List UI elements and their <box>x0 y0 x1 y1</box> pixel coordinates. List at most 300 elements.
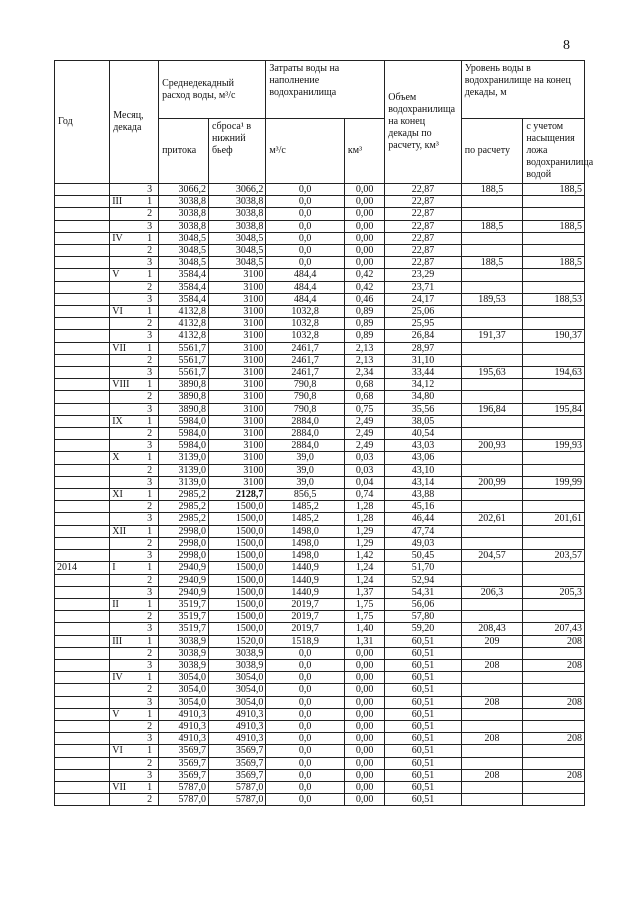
cell-volume: 59,20 <box>385 623 461 635</box>
col-header-avg-flow: Среднедекадный расход воды, м³/с <box>159 61 266 119</box>
cell-level-sat <box>523 708 585 720</box>
cell-discharge: 3100 <box>208 367 265 379</box>
cell-fill-m3s: 1032,8 <box>266 330 345 342</box>
cell-decade: 1 <box>147 745 153 757</box>
cell-volume: 38,05 <box>385 415 461 427</box>
cell-volume: 28,97 <box>385 342 461 354</box>
cell-year <box>55 586 110 598</box>
cell-fill-m3s: 2884,0 <box>266 428 345 440</box>
cell-discharge: 3038,8 <box>208 208 265 220</box>
cell-level-calc <box>461 379 523 391</box>
cell-fill-km3: 2,13 <box>344 342 384 354</box>
table-row <box>55 708 585 720</box>
cell-decade: 1 <box>147 452 153 464</box>
cell-year <box>55 574 110 586</box>
cell-fill-m3s: 790,8 <box>266 403 345 415</box>
cell-inflow: 3519,7 <box>159 623 209 635</box>
cell-decade: 2 <box>147 208 153 220</box>
cell-fill-km3: 1,40 <box>344 623 384 635</box>
cell-level-calc <box>461 281 523 293</box>
cell-level-sat <box>523 684 585 696</box>
cell-volume: 35,56 <box>385 403 461 415</box>
cell-year <box>55 489 110 501</box>
cell-fill-m3s: 2884,0 <box>266 440 345 452</box>
cell-year <box>55 415 110 427</box>
cell-discharge: 3100 <box>208 330 265 342</box>
cell-level-sat: 188,5 <box>523 220 585 232</box>
cell-level-calc <box>461 757 523 769</box>
cell-discharge: 3100 <box>208 452 265 464</box>
cell-fill-km3: 0,00 <box>344 781 384 793</box>
cell-level-sat: 208 <box>523 696 585 708</box>
cell-level-calc <box>461 525 523 537</box>
cell-month-decade <box>110 318 159 330</box>
table-row <box>55 269 585 281</box>
cell-fill-m3s: 0,0 <box>266 672 345 684</box>
cell-year <box>55 354 110 366</box>
cell-year <box>55 232 110 244</box>
cell-year <box>55 184 110 196</box>
cell-month: XII <box>112 525 127 537</box>
cell-level-sat: 208 <box>523 635 585 647</box>
cell-inflow: 3569,7 <box>159 745 209 757</box>
cell-fill-km3: 1,31 <box>344 635 384 647</box>
cell-month-decade <box>110 220 159 232</box>
cell-level-calc: 188,5 <box>461 257 523 269</box>
cell-level-sat <box>523 415 585 427</box>
cell-year <box>55 464 110 476</box>
cell-volume: 60,51 <box>385 684 461 696</box>
table-row <box>55 489 585 501</box>
cell-year <box>55 525 110 537</box>
table-row <box>55 574 585 586</box>
cell-fill-km3: 0,00 <box>344 257 384 269</box>
cell-inflow: 4132,8 <box>159 306 209 318</box>
cell-month-decade <box>110 733 159 745</box>
cell-month-decade <box>110 440 159 452</box>
cell-volume: 49,03 <box>385 537 461 549</box>
cell-year <box>55 672 110 684</box>
cell-level-calc <box>461 232 523 244</box>
cell-month: IV <box>112 232 123 244</box>
table-row <box>55 281 585 293</box>
table-row <box>55 379 585 391</box>
cell-inflow: 3038,9 <box>159 647 209 659</box>
cell-fill-km3: 1,24 <box>344 562 384 574</box>
cell-discharge: 3038,9 <box>208 659 265 671</box>
cell-decade: 2 <box>147 647 153 659</box>
cell-volume: 33,44 <box>385 367 461 379</box>
cell-level-sat: 201,61 <box>523 513 585 525</box>
col-header-inflow: притока <box>159 119 209 184</box>
cell-month-decade <box>110 428 159 440</box>
cell-fill-km3: 0,00 <box>344 684 384 696</box>
cell-decade: 2 <box>147 354 153 366</box>
cell-year <box>55 611 110 623</box>
cell-month-decade <box>110 379 159 391</box>
cell-fill-m3s: 790,8 <box>266 391 345 403</box>
cell-discharge: 3054,0 <box>208 672 265 684</box>
cell-month-decade <box>110 513 159 525</box>
cell-discharge: 2128,7 <box>208 489 265 501</box>
cell-fill-km3: 1,29 <box>344 525 384 537</box>
cell-level-sat <box>523 757 585 769</box>
cell-year <box>55 269 110 281</box>
cell-discharge: 1520,0 <box>208 635 265 647</box>
cell-year <box>55 550 110 562</box>
cell-inflow: 5787,0 <box>159 781 209 793</box>
cell-inflow: 3038,9 <box>159 635 209 647</box>
cell-fill-km3: 0,00 <box>344 220 384 232</box>
cell-decade: 3 <box>147 733 153 745</box>
cell-year <box>55 647 110 659</box>
cell-inflow: 3038,9 <box>159 659 209 671</box>
cell-fill-km3: 0,00 <box>344 733 384 745</box>
cell-inflow: 3048,5 <box>159 232 209 244</box>
cell-fill-m3s: 0,0 <box>266 184 345 196</box>
cell-fill-km3: 1,28 <box>344 501 384 513</box>
cell-month: III <box>112 196 123 208</box>
cell-level-sat: 188,5 <box>523 184 585 196</box>
cell-fill-m3s: 39,0 <box>266 476 345 488</box>
cell-fill-m3s: 1440,9 <box>266 574 345 586</box>
cell-level-calc <box>461 489 523 501</box>
table-row <box>55 330 585 342</box>
cell-discharge: 3100 <box>208 342 265 354</box>
cell-discharge: 1500,0 <box>208 525 265 537</box>
cell-month-decade <box>110 525 159 537</box>
cell-discharge: 3100 <box>208 391 265 403</box>
table-row <box>55 672 585 684</box>
cell-discharge: 3569,7 <box>208 745 265 757</box>
cell-inflow: 3890,8 <box>159 391 209 403</box>
cell-month: III <box>112 635 123 647</box>
cell-inflow: 2940,9 <box>159 586 209 598</box>
cell-month-decade <box>110 232 159 244</box>
cell-discharge: 3100 <box>208 476 265 488</box>
cell-year <box>55 306 110 318</box>
cell-level-sat <box>523 318 585 330</box>
cell-volume: 22,87 <box>385 232 461 244</box>
cell-month-decade <box>110 672 159 684</box>
cell-fill-m3s: 0,0 <box>266 208 345 220</box>
cell-volume: 54,31 <box>385 586 461 598</box>
cell-decade: 3 <box>147 184 153 195</box>
cell-year <box>55 708 110 720</box>
cell-volume: 60,51 <box>385 769 461 781</box>
cell-level-calc <box>461 391 523 403</box>
col-header-level: Уровень воды в водохранилище на конец декады, м <box>461 61 584 119</box>
cell-year <box>55 659 110 671</box>
cell-year <box>55 720 110 732</box>
cell-level-calc: 200,99 <box>461 476 523 488</box>
table-row <box>55 525 585 537</box>
table-row <box>55 440 585 452</box>
cell-level-calc <box>461 708 523 720</box>
cell-month-decade <box>110 452 159 464</box>
cell-month: VI <box>112 745 123 757</box>
cell-level-calc <box>461 464 523 476</box>
cell-decade: 1 <box>147 672 153 684</box>
cell-volume: 47,74 <box>385 525 461 537</box>
cell-inflow: 3569,7 <box>159 757 209 769</box>
cell-fill-m3s: 0,0 <box>266 745 345 757</box>
cell-fill-km3: 1,75 <box>344 611 384 623</box>
cell-month-decade <box>110 391 159 403</box>
cell-fill-m3s: 0,0 <box>266 794 345 806</box>
cell-year <box>55 428 110 440</box>
cell-inflow: 4910,3 <box>159 733 209 745</box>
cell-fill-m3s: 39,0 <box>266 452 345 464</box>
table-row <box>55 769 585 781</box>
cell-inflow: 2998,0 <box>159 550 209 562</box>
table-row <box>55 794 585 806</box>
cell-level-calc <box>461 318 523 330</box>
cell-decade: 1 <box>147 379 153 391</box>
cell-volume: 43,10 <box>385 464 461 476</box>
cell-volume: 46,44 <box>385 513 461 525</box>
cell-decade: 2 <box>147 611 153 623</box>
cell-inflow: 5561,7 <box>159 342 209 354</box>
cell-volume: 60,51 <box>385 794 461 806</box>
table-row <box>55 598 585 610</box>
col-header-level-saturation: с учетом насыщения ложа водохранилища водой <box>523 119 585 184</box>
cell-month-decade <box>110 184 159 196</box>
cell-month: VI <box>112 306 123 318</box>
cell-level-calc <box>461 745 523 757</box>
cell-month-decade <box>110 245 159 257</box>
cell-level-calc <box>461 598 523 610</box>
cell-fill-km3: 0,03 <box>344 464 384 476</box>
table-row <box>55 354 585 366</box>
cell-level-sat <box>523 281 585 293</box>
cell-volume: 25,06 <box>385 306 461 318</box>
cell-month-decade <box>110 684 159 696</box>
cell-level-sat <box>523 489 585 501</box>
cell-fill-km3: 1,37 <box>344 586 384 598</box>
table-row <box>55 232 585 244</box>
cell-month-decade <box>110 367 159 379</box>
cell-volume: 60,51 <box>385 745 461 757</box>
cell-fill-m3s: 0,0 <box>266 781 345 793</box>
cell-inflow: 3139,0 <box>159 452 209 464</box>
table-row <box>55 318 585 330</box>
cell-month-decade <box>110 415 159 427</box>
cell-discharge: 3100 <box>208 440 265 452</box>
cell-month-decade <box>110 623 159 635</box>
cell-fill-m3s: 0,0 <box>266 257 345 269</box>
cell-decade: 2 <box>147 245 153 257</box>
cell-month: IX <box>112 415 123 427</box>
cell-month: II <box>112 598 119 610</box>
cell-decade: 1 <box>147 415 153 427</box>
cell-fill-m3s: 1485,2 <box>266 501 345 513</box>
cell-level-sat: 195,84 <box>523 403 585 415</box>
table-row <box>55 550 585 562</box>
cell-inflow: 3569,7 <box>159 769 209 781</box>
cell-year <box>55 318 110 330</box>
cell-fill-m3s: 2019,7 <box>266 611 345 623</box>
cell-discharge: 5787,0 <box>208 794 265 806</box>
cell-discharge: 1500,0 <box>208 574 265 586</box>
cell-fill-km3: 0,89 <box>344 306 384 318</box>
cell-fill-m3s: 1518,9 <box>266 635 345 647</box>
cell-decade: 1 <box>147 232 153 244</box>
cell-volume: 26,84 <box>385 330 461 342</box>
cell-volume: 60,51 <box>385 757 461 769</box>
cell-year <box>55 245 110 257</box>
table-row <box>55 684 585 696</box>
cell-fill-m3s: 0,0 <box>266 220 345 232</box>
cell-fill-km3: 0,00 <box>344 769 384 781</box>
cell-decade: 2 <box>147 720 153 732</box>
cell-level-sat <box>523 232 585 244</box>
cell-fill-m3s: 856,5 <box>266 489 345 501</box>
cell-level-calc: 202,61 <box>461 513 523 525</box>
cell-volume: 40,54 <box>385 428 461 440</box>
cell-fill-m3s: 0,0 <box>266 196 345 208</box>
cell-inflow: 5561,7 <box>159 354 209 366</box>
cell-month-decade <box>110 659 159 671</box>
cell-year <box>55 293 110 305</box>
cell-volume: 60,51 <box>385 781 461 793</box>
cell-level-calc <box>461 415 523 427</box>
cell-month-decade <box>110 757 159 769</box>
cell-fill-km3: 0,42 <box>344 269 384 281</box>
cell-fill-km3: 2,49 <box>344 415 384 427</box>
cell-month-decade <box>110 196 159 208</box>
cell-discharge: 3100 <box>208 464 265 476</box>
cell-level-calc <box>461 537 523 549</box>
cell-fill-m3s: 2461,7 <box>266 342 345 354</box>
cell-level-sat <box>523 452 585 464</box>
table-row <box>55 781 585 793</box>
table-row <box>55 428 585 440</box>
cell-decade: 2 <box>147 794 153 806</box>
table-row <box>55 196 585 208</box>
cell-level-sat <box>523 525 585 537</box>
cell-month: XI <box>112 489 123 501</box>
table-row <box>55 220 585 232</box>
cell-fill-km3: 2,13 <box>344 354 384 366</box>
cell-level-sat: 203,57 <box>523 550 585 562</box>
cell-level-calc: 208 <box>461 696 523 708</box>
cell-fill-m3s: 2461,7 <box>266 354 345 366</box>
cell-fill-m3s: 2884,0 <box>266 415 345 427</box>
cell-month-decade <box>110 574 159 586</box>
cell-level-sat: 199,93 <box>523 440 585 452</box>
cell-level-calc <box>461 794 523 806</box>
cell-volume: 43,14 <box>385 476 461 488</box>
cell-level-calc <box>461 562 523 574</box>
table-row <box>55 306 585 318</box>
cell-decade: 1 <box>147 342 153 354</box>
cell-volume: 60,51 <box>385 733 461 745</box>
cell-volume: 23,71 <box>385 281 461 293</box>
cell-decade: 2 <box>147 464 153 476</box>
cell-fill-km3: 0,00 <box>344 232 384 244</box>
cell-month-decade <box>110 501 159 513</box>
cell-fill-m3s: 0,0 <box>266 659 345 671</box>
table-row <box>55 757 585 769</box>
cell-level-calc <box>461 306 523 318</box>
cell-inflow: 2985,2 <box>159 489 209 501</box>
cell-volume: 50,45 <box>385 550 461 562</box>
cell-month-decade <box>110 550 159 562</box>
cell-fill-km3: 1,29 <box>344 537 384 549</box>
cell-level-sat: 199,99 <box>523 476 585 488</box>
cell-month-decade <box>110 281 159 293</box>
cell-year <box>55 196 110 208</box>
cell-discharge: 3054,0 <box>208 684 265 696</box>
cell-volume: 25,95 <box>385 318 461 330</box>
cell-month-decade <box>110 611 159 623</box>
cell-year <box>55 635 110 647</box>
cell-month: IV <box>112 672 123 684</box>
cell-month-decade <box>110 330 159 342</box>
cell-discharge: 5787,0 <box>208 781 265 793</box>
cell-year: 2014 <box>55 562 110 574</box>
cell-volume: 60,51 <box>385 647 461 659</box>
cell-volume: 60,51 <box>385 708 461 720</box>
cell-inflow: 3038,8 <box>159 208 209 220</box>
cell-level-sat <box>523 391 585 403</box>
cell-fill-km3: 0,68 <box>344 391 384 403</box>
cell-level-calc <box>461 720 523 732</box>
cell-month-decade <box>110 464 159 476</box>
cell-level-sat <box>523 647 585 659</box>
table-row <box>55 293 585 305</box>
cell-fill-km3: 0,46 <box>344 293 384 305</box>
cell-level-sat: 194,63 <box>523 367 585 379</box>
cell-volume: 60,51 <box>385 659 461 671</box>
cell-fill-m3s: 1498,0 <box>266 537 345 549</box>
cell-discharge: 3038,9 <box>208 647 265 659</box>
table-row <box>55 696 585 708</box>
cell-decade: 2 <box>147 537 153 549</box>
cell-decade: 1 <box>147 269 153 281</box>
reservoir-regime-table <box>54 60 594 806</box>
cell-month: VII <box>112 781 127 793</box>
table-row <box>55 391 585 403</box>
cell-volume: 52,94 <box>385 574 461 586</box>
cell-level-sat <box>523 342 585 354</box>
cell-year <box>55 281 110 293</box>
cell-fill-m3s: 1498,0 <box>266 550 345 562</box>
cell-month-decade <box>110 781 159 793</box>
cell-level-sat: 208 <box>523 733 585 745</box>
cell-inflow: 3048,5 <box>159 245 209 257</box>
cell-month-decade <box>110 635 159 647</box>
cell-fill-km3: 0,89 <box>344 330 384 342</box>
cell-fill-m3s: 0,0 <box>266 769 345 781</box>
cell-fill-m3s: 484,4 <box>266 293 345 305</box>
cell-fill-km3: 2,49 <box>344 440 384 452</box>
cell-fill-km3: 0,00 <box>344 757 384 769</box>
cell-level-calc <box>461 781 523 793</box>
table-row <box>55 647 585 659</box>
cell-fill-m3s: 39,0 <box>266 464 345 476</box>
cell-fill-m3s: 790,8 <box>266 379 345 391</box>
cell-level-calc <box>461 269 523 281</box>
table-row <box>55 415 585 427</box>
cell-month: X <box>112 452 120 464</box>
cell-year <box>55 769 110 781</box>
cell-volume: 24,17 <box>385 293 461 305</box>
cell-fill-km3: 0,03 <box>344 452 384 464</box>
cell-volume: 56,06 <box>385 598 461 610</box>
cell-level-calc: 189,53 <box>461 293 523 305</box>
